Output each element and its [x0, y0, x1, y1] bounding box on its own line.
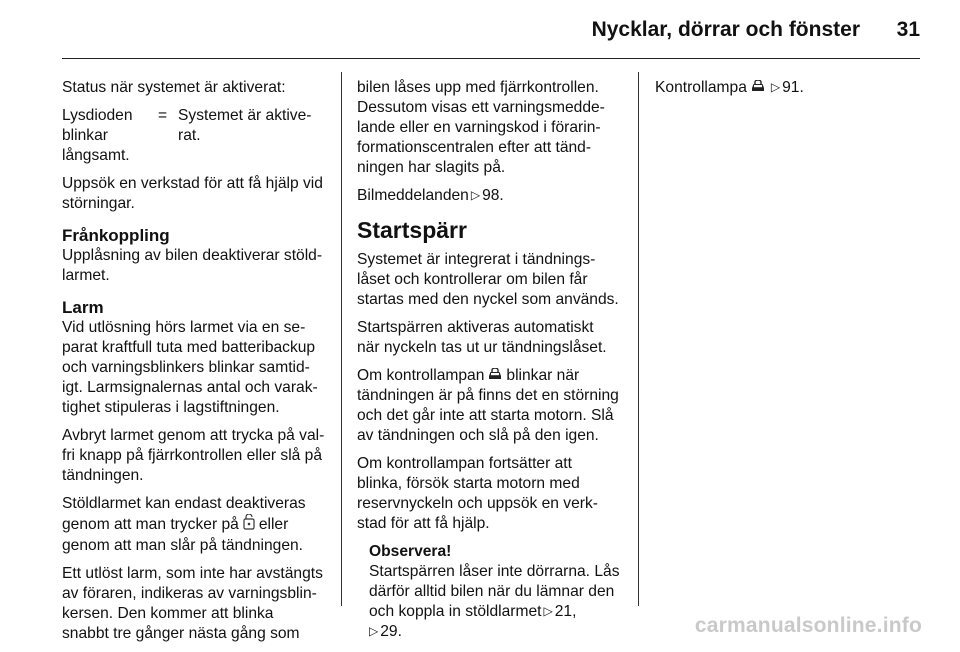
column-1 — [62, 78, 327, 652]
led-equals: = — [158, 107, 168, 124]
status-line: Status när systemet är aktiverat: — [62, 79, 286, 96]
larm-paragraph-2: Avbryt larmet genom att trycka på val- fri knapp på fjärrkontrollen eller slå på tändningen. — [62, 427, 325, 484]
column-divider-1 — [341, 72, 342, 606]
s3-text-b: blinkar när tändningen är på finns det en störning och det går inte att starta motorn. Slå av tändningen och slå på den igen. — [357, 367, 619, 445]
note-ref-2: 29. — [380, 623, 402, 641]
s3-text-a: Om kontrollampan — [357, 367, 485, 385]
arrow-ref-icon: ▷ — [470, 188, 481, 202]
led-status-table — [62, 106, 327, 166]
larm-paragraph-1: Vid utlösning hörs larmet via en se- parat kraftfull tuta med batteribackup och varningsblinkers blinkar samtid- igt. Larmsignalernas antal och varak- tighet stipuleras i lagstiftningen. — [62, 319, 318, 416]
note-ref-1: 21, — [554, 603, 577, 621]
page-number: 31 — [896, 18, 920, 41]
unlock-key-icon — [243, 514, 255, 536]
arrow-ref-icon: ▷ — [770, 80, 781, 95]
kontrollampa-reference — [655, 78, 917, 98]
column-3 — [655, 78, 917, 106]
heading-frankoppling: Frånkoppling — [62, 226, 170, 245]
led-meaning: Systemet är aktive- rat. — [178, 107, 312, 144]
heading-larm: Larm — [62, 298, 104, 317]
watermark: carmanualsonline.info — [694, 614, 922, 637]
startsparr-paragraph-1: Systemet är integrerat i tändnings- låset och kontrollerar om bilen får startas med den nyckel som används. — [357, 251, 619, 308]
larm-p3-text-a: Stöldlarmet kan endast deaktiveras genom att man trycker på — [62, 495, 306, 534]
note-title: Observera! — [369, 543, 452, 561]
note-text: Startspärren låser inte dörrarna. Lås därför alltid bilen när du lämnar den och koppla in stöldlarmet — [369, 563, 620, 621]
startsparr-paragraph-4: Om kontrollampan fortsätter att blinka, försök starta motorn med reservnyckeln och uppsök en verk- stad för att få hjälp. — [357, 455, 598, 533]
arrow-ref-icon: ▷ — [369, 624, 379, 639]
heading-startsparr: Startspärr — [357, 217, 467, 243]
startsparr-paragraph-3 — [357, 366, 623, 446]
larm-paragraph-3 — [62, 494, 327, 556]
bilmeddelanden-label: Bilmeddelanden — [357, 187, 469, 204]
bilmeddelanden-reference — [357, 186, 623, 206]
frankoppling-paragraph: Upplåsning av bilen deaktiverar stöld- larmet. — [62, 247, 323, 284]
immobilizer-car-key-icon — [751, 78, 765, 98]
startsparr-paragraph-2: Startspärren aktiveras automatiskt när nyckeln tas ut ur tändningslåset. — [357, 319, 607, 356]
kontrollampa-label: Kontrollampa — [655, 79, 747, 97]
bilmeddelanden-page: 98. — [482, 187, 504, 204]
larm-p3-text-b: eller genom att man slår på tändningen. — [62, 516, 303, 554]
header-rule — [62, 58, 920, 59]
continuation-paragraph: bilen låses upp med fjärrkontrollen. Dessutom visas ett varningsmedde- lande eller en varningskod i förarin- formationscentralen efter att tänd- ningen har slagits på. — [357, 79, 605, 176]
page-header-title: Nycklar, dörrar och fönster — [591, 18, 860, 41]
led-description: Lysdioden blinkar långsamt. — [62, 107, 133, 164]
larm-paragraph-4: Ett utlöst larm, som inte har avstängts av föraren, indikeras av varningsblin- kersen. Den kommer att blinka snabbt tre gånger nästa gång som — [62, 565, 323, 642]
note-text-wrapper — [369, 562, 623, 642]
immobilizer-car-key-icon — [488, 366, 502, 386]
workshop-paragraph: Uppsök en verkstad för att få hjälp vid störningar. — [62, 175, 323, 212]
arrow-ref-icon: ▷ — [543, 604, 553, 619]
column-2 — [357, 78, 623, 642]
column-divider-2 — [638, 72, 639, 606]
note-box — [357, 542, 623, 642]
kontrollampa-page: 91. — [782, 79, 804, 97]
